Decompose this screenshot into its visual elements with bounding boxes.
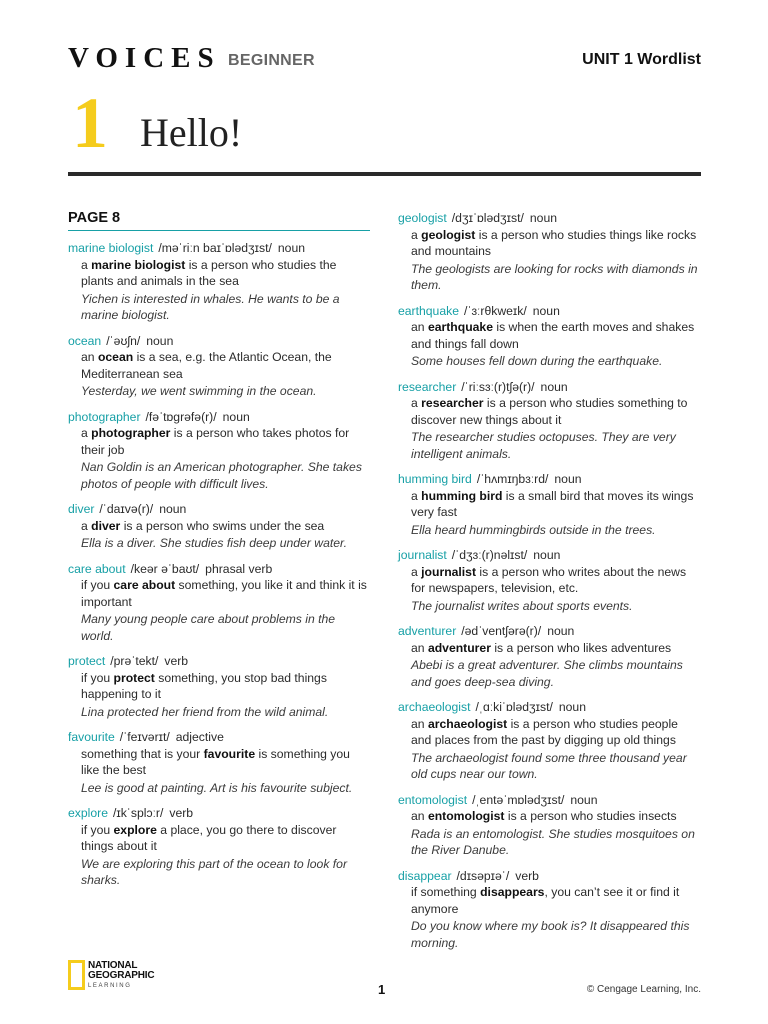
entry-pronunciation: /ˈdaɪvə(r)/ xyxy=(99,502,154,516)
definition-text: if something xyxy=(411,885,481,899)
entry-word: diver xyxy=(68,502,95,516)
wordlist-entry xyxy=(398,379,700,463)
definition-keyword: disappears xyxy=(480,885,545,899)
entry-definition xyxy=(81,577,370,610)
definition-text: a xyxy=(81,518,92,533)
wordlist-entry xyxy=(68,501,370,552)
entry-word: care about xyxy=(68,561,126,576)
entry-example: Rada is an entomologist. She studies mosquitoes on the River Danube. xyxy=(411,826,695,857)
logo-text-learning: LEARNING xyxy=(88,983,132,989)
definition-keyword: favourite xyxy=(203,746,256,761)
unit-hero xyxy=(68,83,701,175)
entry-word: protect xyxy=(68,654,106,668)
definition-text: is a person who writes about the news for newspapers, television, etc. xyxy=(411,564,687,595)
entry-pronunciation: /ˈdʒɜː(r)nəlɪst/ xyxy=(451,548,528,562)
entry-part-of-speech: adjective xyxy=(175,730,224,744)
section-heading: PAGE 8 xyxy=(68,210,370,231)
definition-keyword: researcher xyxy=(421,396,484,410)
entry-example: The journalist writes about sports events. xyxy=(411,598,633,613)
wordlist-entry xyxy=(68,409,370,493)
definition-text: a place, you go there to discover things about it xyxy=(81,822,337,853)
entry-example: Nan Goldin is an American photographer. She takes photos of people with difficult lives. xyxy=(81,460,362,491)
definition-keyword: archaeologist xyxy=(427,716,508,731)
definition-text: an xyxy=(411,716,428,731)
logo-text-geographic: GEOGRAPHIC xyxy=(88,970,155,981)
definition-keyword: diver xyxy=(91,518,121,533)
definition-text: if you xyxy=(81,822,114,837)
entry-word: archaeologist xyxy=(398,700,471,714)
entry-part-of-speech: noun xyxy=(533,548,561,562)
definition-text: is a person who studies something to discover new things about it xyxy=(411,396,688,427)
entry-definition xyxy=(411,640,700,657)
entry-part-of-speech: noun xyxy=(146,333,174,348)
entry-part-of-speech: verb xyxy=(515,868,539,883)
definition-text: something, you stop bad things happening to it xyxy=(81,670,327,701)
unit-title: Hello! xyxy=(140,110,243,155)
definition-text: something that is your xyxy=(81,746,204,761)
definition-text: a xyxy=(411,564,422,579)
definition-keyword: adventurer xyxy=(427,640,491,655)
entry-definition xyxy=(411,227,700,260)
entry-part-of-speech: noun xyxy=(532,303,560,318)
wordlist-entry xyxy=(398,547,700,614)
definition-text: is a small bird that moves its wings very fast xyxy=(411,488,694,519)
entry-definition xyxy=(411,319,700,352)
definition-text: an xyxy=(411,809,428,823)
definition-keyword: earthquake xyxy=(427,320,493,334)
header-divider xyxy=(68,172,701,176)
entry-word: disappear xyxy=(398,868,452,883)
entry-part-of-speech: noun xyxy=(554,472,582,486)
left-entry-list xyxy=(68,240,370,889)
definition-text: something, you like it and think it is important xyxy=(81,578,367,609)
entry-example: Lina protected her friend from the wild animal. xyxy=(81,704,329,719)
entry-pronunciation: /fəˈtɒɡrəfə(r)/ xyxy=(145,409,217,424)
entry-definition xyxy=(411,488,700,521)
definition-text: is when the earth moves and shakes and things fall down xyxy=(411,320,695,351)
wordlist-entry xyxy=(398,303,700,370)
entry-part-of-speech: noun xyxy=(558,700,586,714)
definition-keyword: humming bird xyxy=(421,488,503,503)
definition-text: is a person who studies the plants and animals in the sea xyxy=(81,257,337,288)
entry-example: Do you know where my book is? It disappeared this morning. xyxy=(411,919,690,950)
entry-part-of-speech: noun xyxy=(222,409,250,424)
definition-text: is a person who studies people and places from the past by digging up old things xyxy=(411,716,678,747)
right-entry-list xyxy=(398,210,700,951)
entry-pronunciation: /ˈfeɪvərɪt/ xyxy=(119,730,170,744)
entry-pronunciation: /ˌentəˈmɒlədʒɪst/ xyxy=(472,792,565,807)
wordlist-entry xyxy=(68,240,370,324)
entry-word: journalist xyxy=(398,548,447,562)
definition-text: is a person who takes photos for their job xyxy=(81,426,350,457)
entry-headline xyxy=(68,409,370,426)
entry-definition xyxy=(81,518,370,535)
page-number: 1 xyxy=(378,982,386,997)
entry-example: The researcher studies octopuses. They are very intelligent animals. xyxy=(411,430,676,461)
entry-word: adventurer xyxy=(398,624,457,638)
entry-pronunciation: /prəˈtekt/ xyxy=(110,654,159,668)
level-label: BEGINNER xyxy=(228,52,315,69)
wordlist-entry xyxy=(398,699,700,783)
definition-text: if you xyxy=(81,578,114,592)
entry-example: Some houses fell down during the earthquake. xyxy=(411,354,663,368)
entry-definition xyxy=(411,716,700,749)
definition-text: is a person who swims under the sea xyxy=(120,518,325,533)
entry-pronunciation: /dɪsəpɪəˈ/ xyxy=(456,868,510,883)
wordlist-entry xyxy=(68,805,370,889)
definition-text: a xyxy=(411,227,422,242)
definition-keyword: ocean xyxy=(97,350,134,364)
entry-definition xyxy=(81,349,370,382)
definition-keyword: protect xyxy=(113,670,155,685)
definition-text: is a sea, e.g. the Atlantic Ocean, the Mediterranean sea xyxy=(81,350,332,381)
national-geographic-logo xyxy=(68,958,158,994)
right-column xyxy=(398,210,700,960)
entry-pronunciation: /ˈriːsɜː(r)tʃə(r)/ xyxy=(461,379,535,394)
entry-definition xyxy=(411,395,700,428)
entry-definition xyxy=(411,564,700,597)
entry-part-of-speech: noun xyxy=(540,379,568,394)
entry-word: favourite xyxy=(68,730,115,744)
entry-definition xyxy=(81,746,370,779)
entry-headline xyxy=(398,547,700,564)
wordlist-entry xyxy=(398,623,700,690)
entry-headline xyxy=(68,561,370,578)
entry-headline xyxy=(68,501,370,518)
unit-label: UNIT 1 Wordlist xyxy=(582,51,701,68)
entry-headline xyxy=(398,210,700,227)
entry-headline xyxy=(398,303,700,320)
entry-part-of-speech: noun xyxy=(277,241,306,255)
entry-word: marine biologist xyxy=(68,241,154,255)
entry-definition xyxy=(411,884,700,917)
definition-text: is a person who studies things like rocks and mountains xyxy=(411,227,697,258)
entry-headline xyxy=(68,240,370,257)
definition-keyword: care about xyxy=(113,578,176,592)
definition-text: an xyxy=(411,320,428,334)
definition-text: an xyxy=(81,350,98,364)
entry-part-of-speech: verb xyxy=(164,654,189,668)
entry-example: Lee is good at painting. Art is his favourite subject. xyxy=(81,780,353,795)
wordlist-entry xyxy=(398,792,700,859)
wordlist-entry xyxy=(68,729,370,796)
entry-example: Yichen is interested in whales. He wants to be a marine biologist. xyxy=(81,291,340,322)
left-column xyxy=(68,210,370,898)
entry-part-of-speech: verb xyxy=(169,806,194,820)
wordlist-entry xyxy=(68,653,370,720)
entry-definition xyxy=(81,670,370,703)
entry-part-of-speech: noun xyxy=(529,211,558,225)
entry-example: Ella heard hummingbirds outside in the trees. xyxy=(411,522,656,537)
logo-text-national: NATIONAL xyxy=(88,960,138,971)
entry-headline xyxy=(398,868,700,885)
entry-headline xyxy=(398,379,700,396)
entry-part-of-speech: noun xyxy=(547,624,575,638)
copyright: © Cengage Learning, Inc. xyxy=(586,984,701,995)
wordlist-entry xyxy=(398,868,700,952)
entry-pronunciation: /ˈɜːrθkweɪk/ xyxy=(464,303,527,318)
entry-headline xyxy=(398,471,700,488)
entry-pronunciation: /keər əˈbaʊt/ xyxy=(130,561,200,576)
definition-text: is something you like the best xyxy=(81,746,350,777)
entry-definition xyxy=(81,425,370,458)
definition-text: is a person who studies insects xyxy=(504,809,677,823)
entry-headline xyxy=(68,333,370,350)
entry-headline xyxy=(68,653,370,670)
entry-pronunciation: /ˈəʊʃn/ xyxy=(106,333,141,348)
entry-pronunciation: /dʒɪˈɒlədʒɪst/ xyxy=(451,211,524,225)
yellow-border-icon xyxy=(68,960,85,990)
entry-headline xyxy=(398,699,700,716)
definition-text: a xyxy=(81,426,92,440)
definition-text: , you can’t see it or find it anymore xyxy=(411,885,680,916)
definition-text: a xyxy=(411,396,422,410)
entry-headline xyxy=(68,805,370,822)
unit-number: 1 xyxy=(72,83,108,163)
wordlist-entry xyxy=(68,333,370,400)
entry-example: We are exploring this part of the ocean to look for sharks. xyxy=(81,856,348,887)
entry-headline xyxy=(398,792,700,809)
entry-word: ocean xyxy=(68,333,102,348)
wordlist-entry xyxy=(68,561,370,645)
entry-pronunciation: /ˌɑːkiˈɒlədʒɪst/ xyxy=(475,700,553,714)
entry-example: The archaeologist found some three thousand year old cups near our town. xyxy=(411,750,687,781)
definition-keyword: explore xyxy=(113,822,157,837)
entry-word: humming bird xyxy=(398,472,472,486)
entry-pronunciation: /ˈhʌmɪŋbɜːrd/ xyxy=(476,472,549,486)
entry-part-of-speech: noun xyxy=(159,502,187,516)
page-header xyxy=(68,40,701,74)
entry-word: photographer xyxy=(68,409,141,424)
entry-definition xyxy=(411,808,700,825)
wordlist-entry xyxy=(398,471,700,538)
entry-pronunciation: /ɪkˈsplɔːr/ xyxy=(112,806,164,820)
entry-word: explore xyxy=(68,806,108,820)
page-footer xyxy=(68,958,701,998)
entry-definition xyxy=(81,257,370,290)
entry-pronunciation: /məˈriːn baɪˈɒlədʒɪst/ xyxy=(158,241,272,255)
definition-text: a xyxy=(411,488,422,503)
brand-title: VOICES xyxy=(68,42,221,74)
entry-example: The geologists are looking for rocks with diamonds in them. xyxy=(411,261,698,292)
entry-pronunciation: /ədˈventʃərə(r)/ xyxy=(461,624,542,638)
definition-text: a xyxy=(81,257,92,272)
entry-headline xyxy=(68,729,370,746)
entry-word: geologist xyxy=(398,211,447,225)
entry-word: researcher xyxy=(398,379,457,394)
definition-keyword: journalist xyxy=(421,564,477,579)
definition-keyword: photographer xyxy=(91,426,171,440)
entry-example: Yesterday, we went swimming in the ocean. xyxy=(81,384,317,398)
entry-part-of-speech: noun xyxy=(570,792,598,807)
entry-example: Ella is a diver. She studies fish deep under water. xyxy=(81,536,348,550)
definition-text: if you xyxy=(81,670,114,685)
entry-word: earthquake xyxy=(398,303,459,318)
definition-keyword: entomologist xyxy=(427,809,505,823)
definition-text: an xyxy=(411,640,428,655)
entry-part-of-speech: phrasal verb xyxy=(205,561,273,576)
entry-example: Abebi is a great adventurer. She climbs mountains and goes deep-sea diving. xyxy=(411,658,683,689)
entry-example: Many young people care about problems in the world. xyxy=(81,612,336,643)
entry-word: entomologist xyxy=(398,792,468,807)
definition-keyword: marine biologist xyxy=(91,257,186,272)
definition-keyword: geologist xyxy=(421,227,476,242)
wordlist-entry xyxy=(398,210,700,294)
entry-definition xyxy=(81,822,370,855)
entry-headline xyxy=(398,623,700,640)
definition-text: is a person who likes adventures xyxy=(490,640,672,655)
